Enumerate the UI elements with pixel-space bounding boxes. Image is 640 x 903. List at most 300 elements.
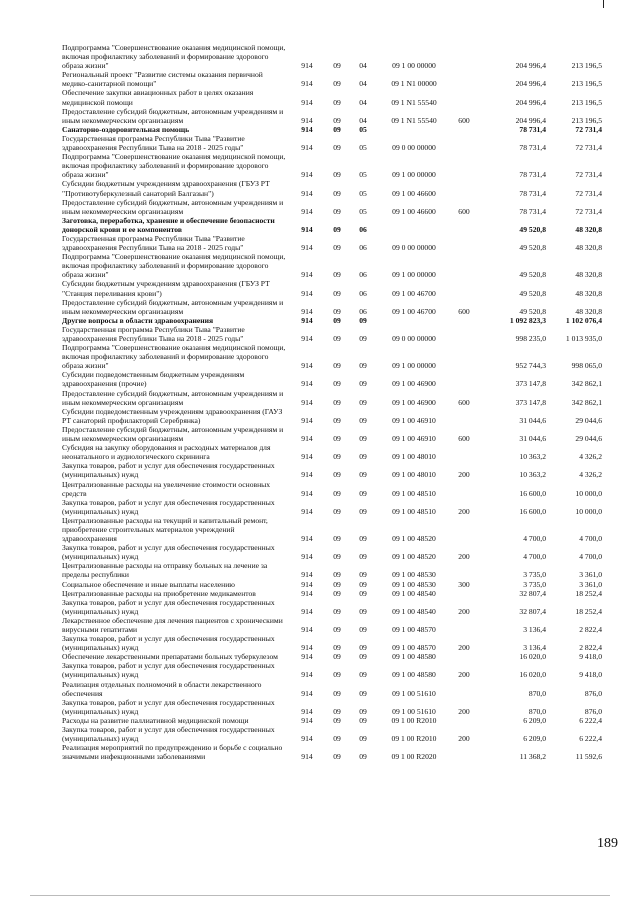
row-name: Централизованные расходы на текущий и капитальный ремонт, приобретение строительных материалов учреждений здравоохранения xyxy=(62,515,268,544)
row-subsection: 09 xyxy=(359,434,367,444)
table-row xyxy=(62,716,602,725)
row-section: 09 xyxy=(333,115,341,125)
row-amount-year1: 870,0 xyxy=(528,706,546,716)
row-grbs: 914 xyxy=(301,170,313,180)
row-grbs: 914 xyxy=(301,670,313,680)
table-row xyxy=(62,407,602,425)
row-target-code: 09 1 00 46600 xyxy=(392,188,436,198)
row-expense-type xyxy=(452,43,476,70)
table-row xyxy=(62,498,602,516)
row-name: Закупка товаров, работ и услуг для обеспечения государственных (муниципальных) нужд xyxy=(62,597,275,616)
row-amount-year2: 342 862,1 xyxy=(571,379,602,389)
row-section: 09 xyxy=(333,270,341,280)
row-section: 09 xyxy=(333,715,341,725)
row-amount-year2: 48 320,8 xyxy=(575,306,602,316)
row-expense-type: 200 xyxy=(458,552,470,562)
row-subsection: 09 xyxy=(359,734,367,744)
row-subsection: 05 xyxy=(359,188,367,198)
row-grbs: 914 xyxy=(301,452,313,462)
row-target-code: 09 1 00 48570 xyxy=(392,643,436,653)
row-subsection: 09 xyxy=(359,670,367,680)
row-amount-year1: 49 520,8 xyxy=(519,270,546,280)
budget-table-body xyxy=(62,43,602,761)
row-subsection: 06 xyxy=(359,224,367,234)
row-amount-year1: 78 731,4 xyxy=(519,124,546,134)
row-amount-year2: 342 862,1 xyxy=(571,397,602,407)
row-amount-year2: 3 361,0 xyxy=(579,570,602,580)
row-amount-year2: 9 418,0 xyxy=(579,670,602,680)
row-name: Обеспечение закупки авиационных работ в целях оказания медицинской помощи xyxy=(62,88,254,107)
table-row xyxy=(62,70,602,88)
row-amount-year1: 16 600,0 xyxy=(519,506,546,516)
row-amount-year2: 213 196,5 xyxy=(571,115,602,125)
row-expense-type: 600 xyxy=(458,434,470,444)
row-section: 09 xyxy=(333,643,341,653)
row-grbs: 914 xyxy=(301,734,313,744)
row-target-code: 09 0 00 00000 xyxy=(392,334,436,343)
table-row xyxy=(62,589,602,598)
row-grbs: 914 xyxy=(301,115,313,125)
row-section: 09 xyxy=(333,752,341,762)
table-row xyxy=(62,325,602,343)
row-target-code: 09 1 00 46600 xyxy=(392,206,436,216)
row-grbs: 914 xyxy=(301,570,313,580)
row-target-code: 09 1 00 48570 xyxy=(392,625,436,634)
row-section: 09 xyxy=(333,470,341,480)
row-grbs: 914 xyxy=(301,588,313,598)
row-expense-type: 200 xyxy=(458,606,470,616)
row-amount-year1: 204 996,4 xyxy=(515,97,546,107)
row-expense-type xyxy=(452,325,476,343)
row-grbs: 914 xyxy=(301,61,313,71)
row-subsection: 09 xyxy=(359,643,367,653)
table-row xyxy=(62,616,602,634)
row-grbs: 914 xyxy=(301,415,313,425)
table-row xyxy=(62,216,602,234)
row-expense-type xyxy=(452,407,476,425)
row-name: Обеспечение лекарственными препаратами больных туберкулезом xyxy=(62,652,278,662)
table-row xyxy=(62,634,602,652)
row-subsection: 09 xyxy=(359,606,367,616)
table-row xyxy=(62,370,602,388)
row-amount-year1: 1 092 823,3 xyxy=(509,315,546,325)
table-row xyxy=(62,88,602,106)
row-grbs: 914 xyxy=(301,506,313,516)
table-row xyxy=(62,152,602,179)
row-section: 09 xyxy=(333,79,341,89)
row-target-code: 09 0 00 00000 xyxy=(392,143,436,153)
row-amount-year1: 373 147,8 xyxy=(515,397,546,407)
table-row xyxy=(62,43,602,70)
row-target-code: 09 1 00 46910 xyxy=(392,415,436,425)
row-subsection: 09 xyxy=(359,452,367,462)
table-row xyxy=(62,580,602,589)
row-subsection: 09 xyxy=(359,470,367,480)
row-amount-year1: 49 520,8 xyxy=(519,306,546,316)
row-grbs: 914 xyxy=(301,270,313,280)
row-section: 09 xyxy=(333,734,341,744)
budget-table xyxy=(62,43,602,761)
row-grbs: 914 xyxy=(301,652,313,662)
row-name: Субсидии подведомственным бюджетным учреждениям здравоохранения (прочие) xyxy=(62,370,245,389)
row-amount-year2: 29 044,6 xyxy=(575,415,602,425)
row-amount-year1: 78 731,4 xyxy=(519,188,546,198)
row-expense-type xyxy=(452,652,476,661)
scan-mark-bottom xyxy=(30,895,610,896)
row-name: Санаторно-оздоровительная помощь xyxy=(62,124,190,134)
row-amount-year1: 11 368,2 xyxy=(519,752,546,762)
row-expense-type: 200 xyxy=(458,706,470,716)
row-target-code: 09 1 00 48510 xyxy=(392,488,436,498)
table-row xyxy=(62,543,602,561)
row-amount-year2: 4 700,0 xyxy=(579,552,602,562)
row-expense-type xyxy=(452,70,476,88)
row-amount-year1: 998 235,0 xyxy=(515,334,546,343)
row-section: 09 xyxy=(333,97,341,107)
row-target-code: 09 1 00 48010 xyxy=(392,452,436,462)
row-name: Социальное обеспечение и иные выплаты населению xyxy=(62,579,235,589)
row-name: Подпрограмма "Совершенствование оказания медицинской помощи, включая профилактику заболеваний и формирование здорового образа жизни" xyxy=(62,43,286,71)
row-name: Закупка товаров, работ и услуг для обеспечения государственных (муниципальных) нужд xyxy=(62,461,275,480)
row-expense-type: 200 xyxy=(458,643,470,653)
row-expense-type: 200 xyxy=(458,734,470,744)
row-name: Предоставление субсидий бюджетным, автономным учреждениям и иным некоммерческим организациям xyxy=(62,197,284,216)
row-name: Расходы на развитие паллиативной медицинской помощи xyxy=(62,715,249,725)
row-grbs: 914 xyxy=(301,361,313,371)
row-amount-year1: 78 731,4 xyxy=(519,206,546,216)
row-grbs: 914 xyxy=(301,534,313,544)
row-name: Субсидии подведомственным учреждениям здравоохранения (ГАУЗ РТ санаторий профилакторий Серебрянка) xyxy=(62,406,283,425)
row-amount-year1: 31 044,6 xyxy=(519,415,546,425)
row-grbs: 914 xyxy=(301,434,313,444)
table-row xyxy=(62,661,602,679)
row-grbs: 914 xyxy=(301,224,313,234)
row-grbs: 914 xyxy=(301,124,313,134)
row-grbs: 914 xyxy=(301,688,313,698)
table-row xyxy=(62,652,602,661)
row-subsection: 09 xyxy=(359,625,367,634)
row-amount-year2: 48 320,8 xyxy=(575,270,602,280)
row-subsection: 09 xyxy=(359,579,367,589)
row-name: Государственная программа Республики Тыва "Развитие здравоохранения Республики Тыва на 2018 - 2025 годы" xyxy=(62,133,245,153)
row-subsection: 05 xyxy=(359,170,367,180)
row-subsection: 09 xyxy=(359,397,367,407)
row-subsection: 05 xyxy=(359,206,367,216)
row-subsection: 09 xyxy=(359,534,367,544)
row-grbs: 914 xyxy=(301,306,313,316)
row-amount-year2: 29 044,6 xyxy=(575,434,602,444)
row-amount-year1: 3 136,4 xyxy=(523,643,546,653)
row-expense-type xyxy=(452,443,476,461)
page-number: 189 xyxy=(597,836,618,851)
row-name: Централизованные расходы на приобретение медикаментов xyxy=(62,588,256,598)
row-expense-type: 600 xyxy=(458,397,470,407)
row-target-code: 09 1 00 46700 xyxy=(392,306,436,316)
row-subsection: 06 xyxy=(359,288,367,298)
row-target-code: 09 1 00 46910 xyxy=(392,434,436,444)
row-target-code: 09 1 00 48530 xyxy=(392,570,436,580)
row-amount-year1: 49 520,8 xyxy=(519,243,546,253)
table-row xyxy=(62,389,602,407)
row-subsection: 09 xyxy=(359,334,367,343)
row-expense-type xyxy=(452,279,476,297)
row-subsection: 05 xyxy=(359,143,367,153)
row-amount-year1: 32 807,4 xyxy=(519,588,546,598)
row-target-code: 09 1 00 48510 xyxy=(392,506,436,516)
row-name: Реализация отдельных полномочий в области лекарственного обеспечения xyxy=(62,679,262,698)
row-subsection: 09 xyxy=(359,715,367,725)
row-target-code: 09 1 00 00000 xyxy=(392,61,436,71)
row-target-code: 09 1 00 46700 xyxy=(392,288,436,298)
row-grbs: 914 xyxy=(301,579,313,589)
row-expense-type xyxy=(452,680,476,698)
row-amount-year2: 72 731,4 xyxy=(575,143,602,153)
row-target-code: 09 1 00 48540 xyxy=(392,588,436,598)
row-amount-year2: 48 320,8 xyxy=(575,288,602,298)
row-expense-type xyxy=(452,343,476,370)
row-expense-type xyxy=(452,716,476,725)
row-name: Субсидии бюджетным учреждениям здравоохранения (ГБУЗ РТ "Станция переливания крови") xyxy=(62,279,270,298)
row-subsection: 09 xyxy=(359,506,367,516)
row-amount-year2: 3 361,0 xyxy=(579,579,602,589)
row-amount-year2: 18 252,4 xyxy=(575,606,602,616)
row-target-code: 09 1 00 R2020 xyxy=(391,752,437,762)
row-section: 09 xyxy=(333,188,341,198)
row-grbs: 914 xyxy=(301,625,313,634)
table-row xyxy=(62,680,602,698)
row-amount-year2: 10 000,0 xyxy=(575,488,602,498)
row-amount-year1: 16 020,0 xyxy=(519,652,546,662)
row-name: Государственная программа Республики Тыва "Развитие здравоохранения Республики Тыва на 2018 - 2025 годы" xyxy=(62,324,245,343)
row-name: Другие вопросы в области здравоохранения xyxy=(62,315,214,325)
row-target-code: 09 1 00 48540 xyxy=(392,606,436,616)
row-amount-year1: 6 209,0 xyxy=(523,715,546,725)
row-name: Централизованные расходы на увеличение стоимости основных средств xyxy=(62,479,271,498)
row-section: 09 xyxy=(333,706,341,716)
row-target-code: 09 1 00 46900 xyxy=(392,379,436,389)
row-amount-year1: 870,0 xyxy=(528,688,546,698)
row-target-code: 09 1 00 48010 xyxy=(392,470,436,480)
row-amount-year1: 16 600,0 xyxy=(519,488,546,498)
row-grbs: 914 xyxy=(301,288,313,298)
row-section: 09 xyxy=(333,415,341,425)
row-grbs: 914 xyxy=(301,188,313,198)
row-target-code: 09 1 00 48520 xyxy=(392,534,436,544)
table-row xyxy=(62,561,602,579)
row-expense-type: 200 xyxy=(458,506,470,516)
row-section: 09 xyxy=(333,61,341,71)
row-section: 09 xyxy=(333,452,341,462)
row-target-code: 09 1 N1 55540 xyxy=(391,97,437,107)
row-amount-year2: 18 252,4 xyxy=(575,588,602,598)
row-subsection: 06 xyxy=(359,306,367,316)
table-row xyxy=(62,252,602,279)
table-row xyxy=(62,298,602,316)
row-grbs: 914 xyxy=(301,315,313,325)
row-name: Закупка товаров, работ и услуг для обеспечения государственных (муниципальных) нужд xyxy=(62,634,275,653)
row-amount-year1: 10 363,2 xyxy=(519,470,546,480)
row-amount-year2: 213 196,5 xyxy=(571,61,602,71)
row-section: 09 xyxy=(333,606,341,616)
row-grbs: 914 xyxy=(301,243,313,253)
row-name: Подпрограмма "Совершенствование оказания медицинской помощи, включая профилактику заболеваний и формирование здорового образа жизни" xyxy=(62,252,286,280)
row-grbs: 914 xyxy=(301,379,313,389)
row-amount-year2: 998 065,0 xyxy=(571,361,602,371)
table-row xyxy=(62,725,602,743)
row-section: 09 xyxy=(333,588,341,598)
row-subsection: 04 xyxy=(359,61,367,71)
row-expense-type xyxy=(452,88,476,106)
row-amount-year2: 72 731,4 xyxy=(575,206,602,216)
row-expense-type xyxy=(452,125,476,134)
row-amount-year2: 876,0 xyxy=(584,688,602,698)
row-subsection: 09 xyxy=(359,361,367,371)
row-expense-type: 600 xyxy=(458,306,470,316)
row-section: 09 xyxy=(333,506,341,516)
row-expense-type xyxy=(452,152,476,179)
row-section: 09 xyxy=(333,315,341,325)
table-row xyxy=(62,179,602,197)
row-section: 09 xyxy=(333,361,341,371)
row-amount-year1: 204 996,4 xyxy=(515,61,546,71)
row-grbs: 914 xyxy=(301,552,313,562)
row-name: Закупка товаров, работ и услуг для обеспечения государственных (муниципальных) нужд xyxy=(62,697,275,716)
row-grbs: 914 xyxy=(301,715,313,725)
row-section: 09 xyxy=(333,224,341,234)
table-row xyxy=(62,234,602,252)
row-amount-year1: 6 209,0 xyxy=(523,734,546,744)
row-amount-year2: 72 731,4 xyxy=(575,170,602,180)
row-target-code: 09 1 00 48580 xyxy=(392,670,436,680)
row-amount-year2: 1 013 935,0 xyxy=(565,334,602,343)
row-target-code: 09 1 00 00000 xyxy=(392,170,436,180)
row-amount-year2: 6 222,4 xyxy=(579,715,602,725)
row-name: Подпрограмма "Совершенствование оказания медицинской помощи, включая профилактику заболеваний и формирование здорового образа жизни" xyxy=(62,152,286,180)
row-target-code: 09 1 00 48520 xyxy=(392,552,436,562)
row-amount-year2: 876,0 xyxy=(584,706,602,716)
row-target-code: 09 1 00 00000 xyxy=(392,361,436,371)
row-target-code: 09 1 00 51610 xyxy=(392,688,436,698)
row-expense-type: 200 xyxy=(458,670,470,680)
row-expense-type xyxy=(452,480,476,498)
row-amount-year1: 10 363,2 xyxy=(519,452,546,462)
row-name: Закупка товаров, работ и услуг для обеспечения государственных (муниципальных) нужд xyxy=(62,543,275,562)
row-amount-year2: 2 822,4 xyxy=(579,643,602,653)
table-row xyxy=(62,443,602,461)
row-subsection: 09 xyxy=(359,552,367,562)
row-expense-type xyxy=(452,516,476,543)
row-expense-type: 600 xyxy=(458,206,470,216)
row-section: 09 xyxy=(333,579,341,589)
row-target-code: 09 1 00 00000 xyxy=(392,270,436,280)
row-amount-year2: 48 320,8 xyxy=(575,243,602,253)
row-expense-type xyxy=(452,252,476,279)
row-target-code: 09 1 00 R2010 xyxy=(391,715,437,725)
row-section: 09 xyxy=(333,143,341,153)
row-name: Закупка товаров, работ и услуг для обеспечения государственных (муниципальных) нужд xyxy=(62,497,275,516)
table-row xyxy=(62,743,602,761)
row-grbs: 914 xyxy=(301,334,313,343)
table-row xyxy=(62,461,602,479)
row-target-code: 09 1 00 48530 xyxy=(392,579,436,589)
row-amount-year2: 10 000,0 xyxy=(575,506,602,516)
row-section: 09 xyxy=(333,306,341,316)
row-expense-type: 300 xyxy=(458,579,470,589)
row-subsection: 09 xyxy=(359,315,367,325)
table-row xyxy=(62,343,602,370)
row-amount-year1: 3 735,0 xyxy=(523,570,546,580)
row-section: 09 xyxy=(333,170,341,180)
row-section: 09 xyxy=(333,688,341,698)
row-grbs: 914 xyxy=(301,206,313,216)
row-expense-type xyxy=(452,134,476,152)
row-target-code: 09 1 00 R2010 xyxy=(391,734,437,744)
row-subsection: 09 xyxy=(359,652,367,662)
row-target-code xyxy=(376,216,452,234)
row-section: 09 xyxy=(333,379,341,389)
row-subsection: 09 xyxy=(359,570,367,580)
row-amount-year2: 1 102 076,4 xyxy=(565,315,602,325)
table-row xyxy=(62,125,602,134)
row-expense-type xyxy=(452,179,476,197)
row-subsection: 09 xyxy=(359,688,367,698)
row-amount-year1: 31 044,6 xyxy=(519,434,546,444)
row-amount-year2: 2 822,4 xyxy=(579,625,602,634)
row-amount-year1: 4 700,0 xyxy=(523,534,546,544)
table-row xyxy=(62,316,602,325)
table-row xyxy=(62,107,602,125)
row-section: 09 xyxy=(333,670,341,680)
row-name: Закупка товаров, работ и услуг для обеспечения государственных (муниципальных) нужд xyxy=(62,725,275,744)
row-amount-year1: 204 996,4 xyxy=(515,115,546,125)
row-section: 09 xyxy=(333,534,341,544)
table-row xyxy=(62,134,602,152)
row-amount-year2: 4 326,2 xyxy=(579,470,602,480)
row-subsection: 06 xyxy=(359,270,367,280)
row-grbs: 914 xyxy=(301,752,313,762)
row-amount-year1: 952 744,3 xyxy=(515,361,546,371)
table-row xyxy=(62,279,602,297)
row-target-code: 09 1 00 51610 xyxy=(392,706,436,716)
row-name: Предоставление субсидий бюджетным, автономным учреждениям и иным некоммерческим организациям xyxy=(62,388,284,407)
row-section: 09 xyxy=(333,243,341,253)
row-expense-type: 200 xyxy=(458,470,470,480)
row-expense-type xyxy=(452,316,476,325)
row-subsection: 09 xyxy=(359,588,367,598)
row-name: Реализация мероприятий по предупреждению и борьбе с социально значимыми инфекционными заболеваниями xyxy=(62,743,283,762)
row-subsection: 04 xyxy=(359,115,367,125)
row-amount-year1: 373 147,8 xyxy=(515,379,546,389)
row-name: Региональный проект "Развитие системы оказания первичной медико-санитарной помощи" xyxy=(62,70,263,89)
row-amount-year2: 11 592,6 xyxy=(575,752,602,762)
row-amount-year2: 213 196,5 xyxy=(571,79,602,89)
row-grbs: 914 xyxy=(301,706,313,716)
row-expense-type xyxy=(452,743,476,761)
row-expense-type xyxy=(452,370,476,388)
row-amount-year2: 72 731,4 xyxy=(575,188,602,198)
row-subsection: 09 xyxy=(359,706,367,716)
row-amount-year2: 48 320,8 xyxy=(575,224,602,234)
row-expense-type: 600 xyxy=(458,115,470,125)
row-section: 09 xyxy=(333,652,341,662)
scan-mark-top xyxy=(603,0,604,8)
row-section: 09 xyxy=(333,124,341,134)
row-amount-year1: 4 700,0 xyxy=(523,552,546,562)
row-target-code: 09 0 00 00000 xyxy=(392,243,436,253)
row-amount-year2: 72 731,4 xyxy=(575,124,602,134)
table-row xyxy=(62,425,602,443)
row-amount-year2: 4 326,2 xyxy=(579,452,602,462)
